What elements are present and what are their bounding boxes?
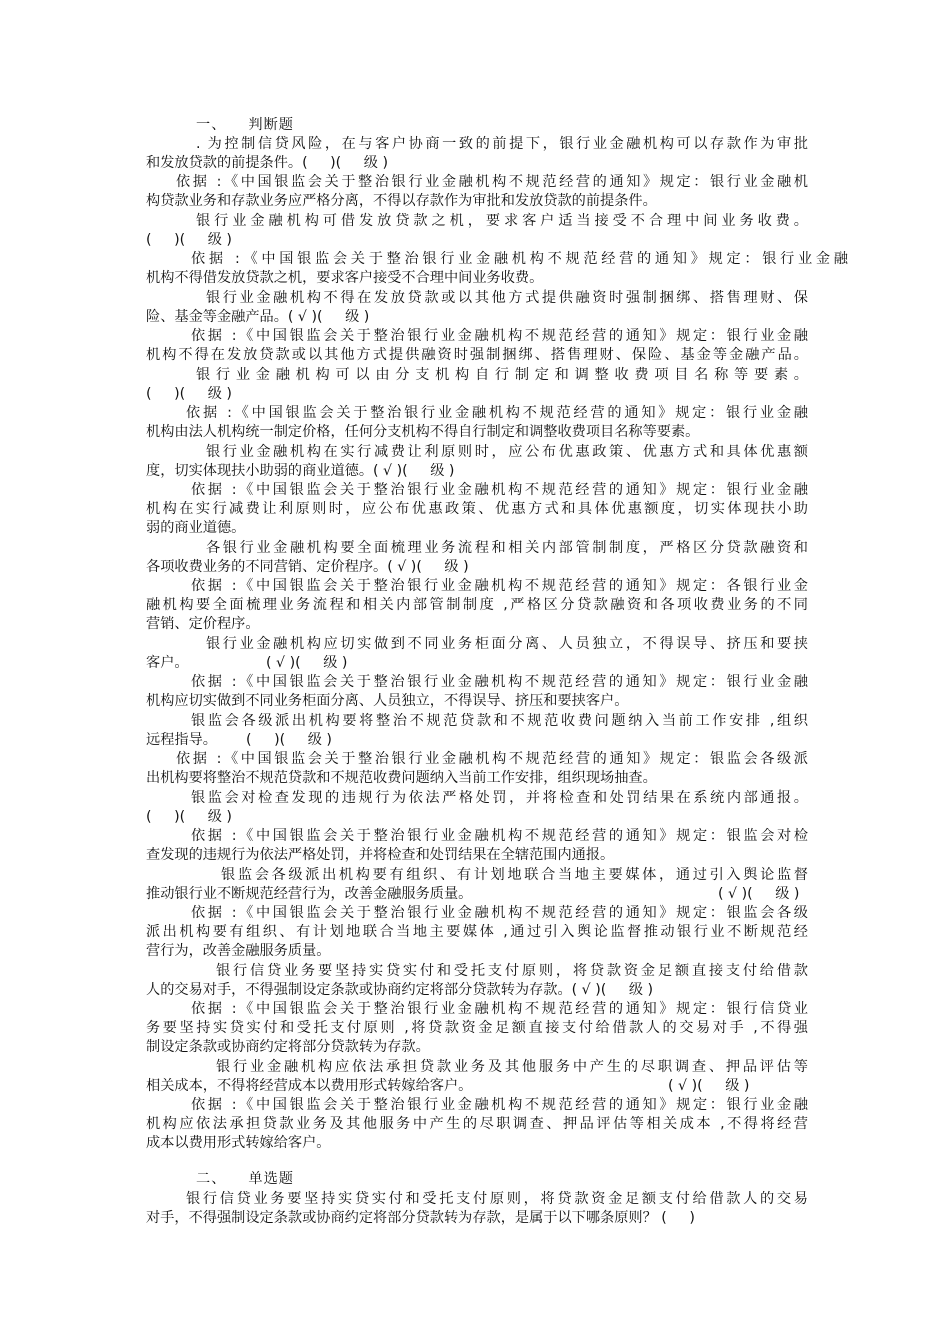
basis-11-line-2: 务要坚持实贷实付和受托支付原则 ,将贷款资金足额直接支付给借款人的交易对手 ,不得强 <box>146 1020 808 1036</box>
question-10-line-1: 银监会各级派出机构要有组织、有计划地联合当地主要媒体，通过引入舆论监督 <box>221 867 808 883</box>
question-6-line-2: 各项收费业务的不同营销、定价程序。( √ )( 级 ) <box>146 559 469 575</box>
question-10-line-2: 推动银行业不断规范经营行为，改善金融服务质量。 <box>146 886 473 902</box>
basis-7-line-1: 依据 :《中国银监会关于整治银行业金融机构不规范经营的通知》规定：银行业金融 <box>191 674 808 690</box>
basis-2-line-2: 机构不得借发放贷款之机，要求客户接受不合理中间业务收费。 <box>146 270 544 286</box>
basis-10-line-2: 派出机构要有组织、有计划地联合当地主要媒体 ,通过引入舆论监督推动银行业不断规范经 <box>146 924 808 940</box>
basis-3-line-1: 依据 :《中国银监会关于整治银行业金融机构不规范经营的通知》规定：银行业金融 <box>191 328 808 344</box>
question-12-line-1: 银行业金融机构应依法承担贷款业务及其他服务中产生的尽职调查、押品评估等 <box>216 1059 808 1075</box>
question-2-line-2: ( )( 级 ) <box>146 232 232 248</box>
question-9-line-1: 银监会对检查发现的违规行为依法严格处罚，并将检查和处罚结果在系统内部通报。 <box>191 790 808 806</box>
basis-11-line-3: 制设定条款或协商约定将部分贷款转为存款。 <box>146 1039 430 1055</box>
basis-9-line-1: 依据 :《中国银监会关于整治银行业金融机构不规范经营的通知》规定：银监会对检 <box>191 828 808 844</box>
basis-5-line-1: 依据 :《中国银监会关于整治银行业金融机构不规范经营的通知》规定：银行业金融 <box>191 482 808 498</box>
basis-6-line-1: 依据 :《中国银监会关于整治银行业金融机构不规范经营的通知》规定：各银行业金 <box>191 578 808 594</box>
single-choice-question-line-2: 对手，不得强制设定条款或协商约定将部分贷款转为存款，是属于以下哪条原则？ ( ) <box>146 1210 695 1226</box>
single-choice-question-line-1: 银行信贷业务要坚持实贷实付和受托支付原则，将贷款资金足额支付给借款人的交易 <box>186 1191 808 1207</box>
question-10-answer: ( √ )( 级 ) <box>718 886 800 902</box>
basis-8-line-1: 依据 :《中国银监会关于整治银行业金融机构不规范经营的通知》规定：银监会各级派 <box>176 751 808 767</box>
basis-2-line-1: 依据 :《中国银监会关于整治银行业金融机构不规范经营的通知》规定：银行业金融 <box>191 251 848 267</box>
question-9-line-2: ( )( 级 ) <box>146 809 232 825</box>
question-3-line-1: 银行业金融机构不得在发放贷款或以其他方式提供融资时强制捆绑、搭售理财、保 <box>206 290 808 306</box>
question-7-answer: ( √ )( 级 ) <box>266 655 348 671</box>
question-5-line-1: 银行业金融机构在实行减费让利原则时，应公布优惠政策、优惠方式和具体优惠额 <box>206 444 808 460</box>
basis-6-line-2: 融机构要全面梳理业务流程和相关内部管制制度 ,严格区分贷款融资和各项收费业务的不同 <box>146 597 808 613</box>
basis-5-line-3: 弱的商业道德。 <box>146 520 246 536</box>
basis-12-line-2: 机构应依法承担贷款业务及其他服务中产生的尽职调查、押品评估等相关成本 ,不得将经营 <box>146 1116 808 1132</box>
basis-12-line-3: 成本以费用形式转嫁给客户。 <box>146 1135 331 1151</box>
question-8-line-1: 银监会各级派出机构要将整治不规范贷款和不规范收费问题纳入当前工作安排 ,组织 <box>191 713 808 729</box>
basis-5-line-2: 机构在实行减费让利原则时，应公布优惠政策、优惠方式和具体优惠额度，切实体现扶小助 <box>146 501 808 517</box>
basis-1-line-1: 依据 :《中国银监会关于整治银行业金融机构不规范经营的通知》规定：银行业金融机 <box>176 174 808 190</box>
question-12-answer: ( √ )( 级 ) <box>668 1078 750 1094</box>
question-7-line-1: 银行业金融机构应切实做到不同业务柜面分离、人员独立，不得误导、挤压和要挟 <box>206 636 808 652</box>
question-8-answer: ( )( 级 ) <box>246 732 332 748</box>
basis-8-line-2: 出机构要将整治不规范贷款和不规范收费问题纳入当前工作安排，组织现场抽查。 <box>146 770 657 786</box>
question-11-line-1: 银行信贷业务要坚持实贷实付和受托支付原则，将贷款资金足额直接支付给借款 <box>216 963 808 979</box>
section-2-heading: 二、 单选题 <box>196 1171 294 1187</box>
question-2-line-1: 银行业金融机构可借发放贷款之机，要求客户适当接受不合理中间业务收费。 <box>196 213 808 229</box>
question-5-line-2: 度，切实体现扶小助弱的商业道德。( √ )( 级 ) <box>146 463 455 479</box>
basis-4-line-1: 依据 :《中国银监会关于整治银行业金融机构不规范经营的通知》规定：银行业金融 <box>186 405 808 421</box>
section-1-heading: 一、 判断题 <box>196 117 294 133</box>
basis-4-line-2: 机构由法人机构统一制定价格，任何分支机构不得自行制定和调整收费项目名称等要素。 <box>146 424 700 440</box>
question-12-line-2: 相关成本，不得将经营成本以费用形式转嫁给客户。 <box>146 1078 473 1094</box>
basis-6-line-3: 营销、定价程序。 <box>146 616 260 632</box>
basis-9-line-2: 查发现的违规行为依法严格处罚，并将检查和处罚结果在全辖范围内通报。 <box>146 847 615 863</box>
basis-7-line-2: 机构应切实做到不同业务柜面分离、人员独立，不得误导、挤压和要挟客户。 <box>146 693 629 709</box>
basis-10-line-1: 依据 :《中国银监会关于整治银行业金融机构不规范经营的通知》规定：银监会各级 <box>191 905 808 921</box>
question-11-line-2: 人的交易对手，不得强制设定条款或协商约定将部分贷款转为存款。( √ )( 级 ) <box>146 982 654 998</box>
basis-3-line-2: 机构不得在发放贷款或以其他方式提供融资时强制捆绑、搭售理财、保险、基金等金融产品。 <box>146 347 808 363</box>
basis-11-line-1: 依据 :《中国银监会关于整治银行业金融机构不规范经营的通知》规定：银行信贷业 <box>191 1001 808 1017</box>
question-4-line-2: ( )( 级 ) <box>146 386 232 402</box>
basis-1-line-2: 构贷款业务和存款业务应严格分离，不得以存款作为审批和发放贷款的前提条件。 <box>146 193 657 209</box>
question-7-line-2: 客户。 <box>146 655 189 671</box>
question-8-line-2: 远程指导。 <box>146 732 217 748</box>
question-3-line-2: 险、基金等金融产品。( √ )( 级 ) <box>146 309 370 325</box>
question-4-line-1: 银行业金融机构可以由分支机构自行制定和调整收费项目名称等要素。 <box>196 367 808 383</box>
question-1-line-2: 和发放贷款的前提条件。( )( 级 ) <box>146 155 388 171</box>
basis-12-line-1: 依据 :《中国银监会关于整治银行业金融机构不规范经营的通知》规定：银行业金融 <box>191 1097 808 1113</box>
question-6-line-1: 各银行业金融机构要全面梳理业务流程和相关内部管制制度，严格区分贷款融资和 <box>206 540 808 556</box>
basis-10-line-3: 营行为，改善金融服务质量。 <box>146 943 331 959</box>
question-1-line-1: . 为控制信贷风险，在与客户协商一致的前提下，银行业金融机构可以存款作为审批 <box>196 136 808 152</box>
